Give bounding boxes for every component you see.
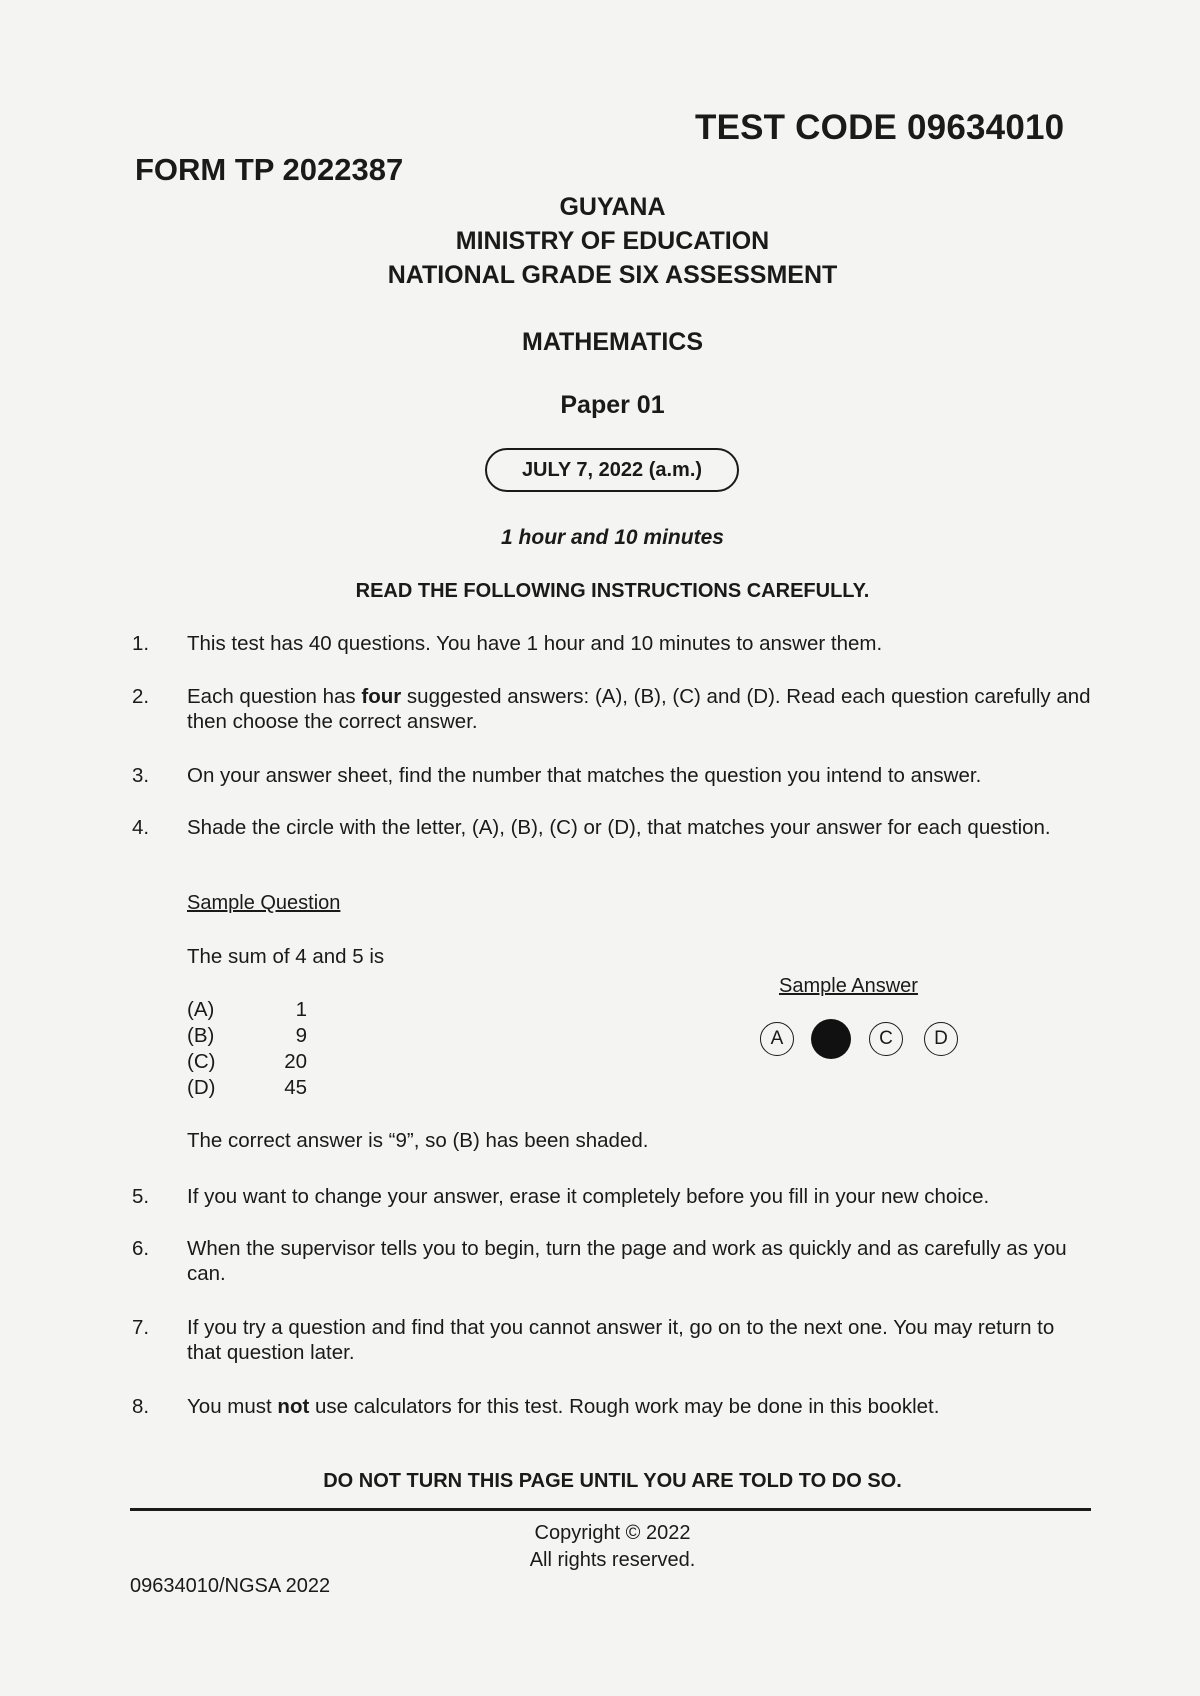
answer-bubble-d: D xyxy=(924,1022,958,1056)
instruction-text: Shade the circle with the letter, (A), (B), (C) or (D), that matches your answer for each question. xyxy=(187,816,1051,839)
emphasis-not: not xyxy=(277,1395,310,1418)
subject-heading: MATHEMATICS xyxy=(522,328,703,356)
answer-bubble-b-shaded xyxy=(811,1019,851,1059)
option-letter: (A) xyxy=(187,998,215,1021)
option-letter: (B) xyxy=(187,1024,215,1047)
sample-question-label: Sample Question xyxy=(187,892,341,914)
instruction-number: 5. xyxy=(132,1185,150,1208)
duration: 1 hour and 10 minutes xyxy=(501,526,724,549)
sample-answer-label: Sample Answer xyxy=(779,975,918,997)
footer-paper-code: 09634010/NGSA 2022 xyxy=(130,1575,331,1597)
emphasis-four: four xyxy=(361,685,402,708)
instruction-text: Each question has four suggested answers: (A), (B), (C) and (D). Read each question carefully and then choose the correct answer. xyxy=(187,685,1091,733)
instruction-text: This test has 40 questions. You have 1 hour and 10 minutes to answer them. xyxy=(187,632,883,655)
instruction-number: 7. xyxy=(132,1316,150,1339)
option-value: 45 xyxy=(284,1076,307,1099)
footer-divider xyxy=(130,1508,1091,1511)
instruction-text: On your answer sheet, find the number that matches the question you intend to answer. xyxy=(187,764,982,787)
option-letter: (C) xyxy=(187,1050,216,1073)
exam-date-box: JULY 7, 2022 (a.m.) xyxy=(485,448,739,492)
instruction-number: 2. xyxy=(132,685,150,708)
instruction-text: You must not use calculators for this test. Rough work may be done in this booklet. xyxy=(187,1395,940,1418)
instruction-number: 4. xyxy=(132,816,150,839)
instruction-number: 8. xyxy=(132,1395,150,1418)
instructions-heading: READ THE FOLLOWING INSTRUCTIONS CAREFULLY. xyxy=(355,580,870,602)
ministry-heading: MINISTRY OF EDUCATION xyxy=(455,227,770,255)
copyright: Copyright © 2022 xyxy=(534,1522,691,1544)
do-not-turn-warning: DO NOT TURN THIS PAGE UNTIL YOU ARE TOLD TO DO SO. xyxy=(323,1470,902,1492)
instruction-number: 3. xyxy=(132,764,150,787)
form-code: FORM TP 2022387 xyxy=(135,152,404,187)
test-code: TEST CODE 09634010 xyxy=(695,108,1065,147)
option-value: 9 xyxy=(295,1024,307,1047)
instruction-text: If you want to change your answer, erase it completely before you fill in your new choice. xyxy=(187,1185,990,1208)
answer-bubble-c: C xyxy=(869,1022,903,1056)
sample-question-text: The sum of 4 and 5 is xyxy=(187,945,385,968)
instruction-text: When the supervisor tells you to begin, turn the page and work as quickly and as carefully as you can. xyxy=(187,1237,1067,1285)
sample-correct-text: The correct answer is “9”, so (B) has been shaded. xyxy=(187,1129,649,1152)
option-value: 20 xyxy=(284,1050,307,1073)
option-value: 1 xyxy=(295,998,307,1021)
instruction-number: 6. xyxy=(132,1237,150,1260)
assessment-heading: NATIONAL GRADE SIX ASSESSMENT xyxy=(387,261,838,289)
answer-bubble-a: A xyxy=(760,1022,794,1056)
rights-reserved: All rights reserved. xyxy=(529,1549,696,1571)
country-heading: GUYANA xyxy=(559,193,666,221)
instruction-number: 1. xyxy=(132,632,150,655)
instruction-text: If you try a question and find that you cannot answer it, go on to the next one. You may return to that question later. xyxy=(187,1316,1055,1364)
paper-heading: Paper 01 xyxy=(560,391,665,419)
option-letter: (D) xyxy=(187,1076,216,1099)
